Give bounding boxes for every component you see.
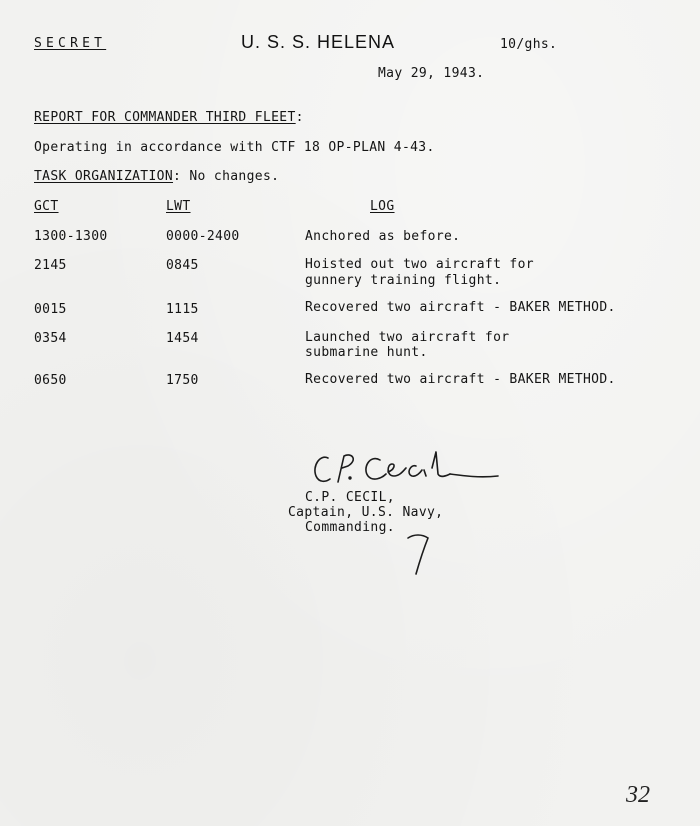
- log-cell: Launched two aircraft for: [305, 330, 510, 345]
- report-title: [34, 110, 304, 125]
- log-cell-continued: submarine hunt.: [305, 345, 428, 360]
- handwritten-check-mark: [404, 530, 434, 580]
- task-organization-value: : No changes.: [173, 169, 280, 184]
- log-cell: Recovered two aircraft - BAKER METHOD.: [305, 372, 616, 387]
- signatory-role: Commanding.: [305, 520, 395, 535]
- column-header-log: LOG: [370, 199, 395, 214]
- lwt-cell: 1115: [166, 302, 199, 317]
- report-date: May 29, 1943.: [378, 66, 485, 81]
- task-organization-label: TASK ORGANIZATION: [34, 169, 174, 184]
- log-cell-continued: gunnery training flight.: [305, 273, 502, 288]
- gct-cell: 0354: [34, 331, 67, 346]
- log-cell: Hoisted out two aircraft for: [305, 257, 534, 272]
- column-header-gct: GCT: [34, 199, 59, 214]
- operating-line: Operating in accordance with CTF 18 OP-PLAN 4-43.: [34, 140, 435, 155]
- handwritten-signature: [310, 446, 510, 496]
- signatory-name: C.P. CECIL,: [305, 490, 395, 505]
- task-organization: [34, 169, 279, 184]
- report-title-colon: :: [295, 110, 304, 125]
- reference-code: 10/ghs.: [500, 37, 558, 52]
- lwt-cell: 0845: [166, 258, 199, 273]
- ship-name: U. S. S. HELENA: [241, 32, 396, 52]
- report-title-text: REPORT FOR COMMANDER THIRD FLEET: [34, 110, 296, 125]
- log-cell: Recovered two aircraft - BAKER METHOD.: [305, 300, 616, 315]
- page-number: 32: [626, 782, 650, 808]
- gct-cell: 1300-1300: [34, 229, 108, 244]
- gct-cell: 0015: [34, 302, 67, 317]
- gct-cell: 2145: [34, 258, 67, 273]
- lwt-cell: 1454: [166, 331, 199, 346]
- signatory-title: Captain, U.S. Navy,: [288, 505, 444, 520]
- gct-cell: 0650: [34, 373, 67, 388]
- lwt-cell: 0000-2400: [166, 229, 240, 244]
- classification-label: SECRET: [34, 36, 107, 51]
- lwt-cell: 1750: [166, 373, 199, 388]
- column-header-lwt: LWT: [166, 199, 191, 214]
- log-cell: Anchored as before.: [305, 229, 461, 244]
